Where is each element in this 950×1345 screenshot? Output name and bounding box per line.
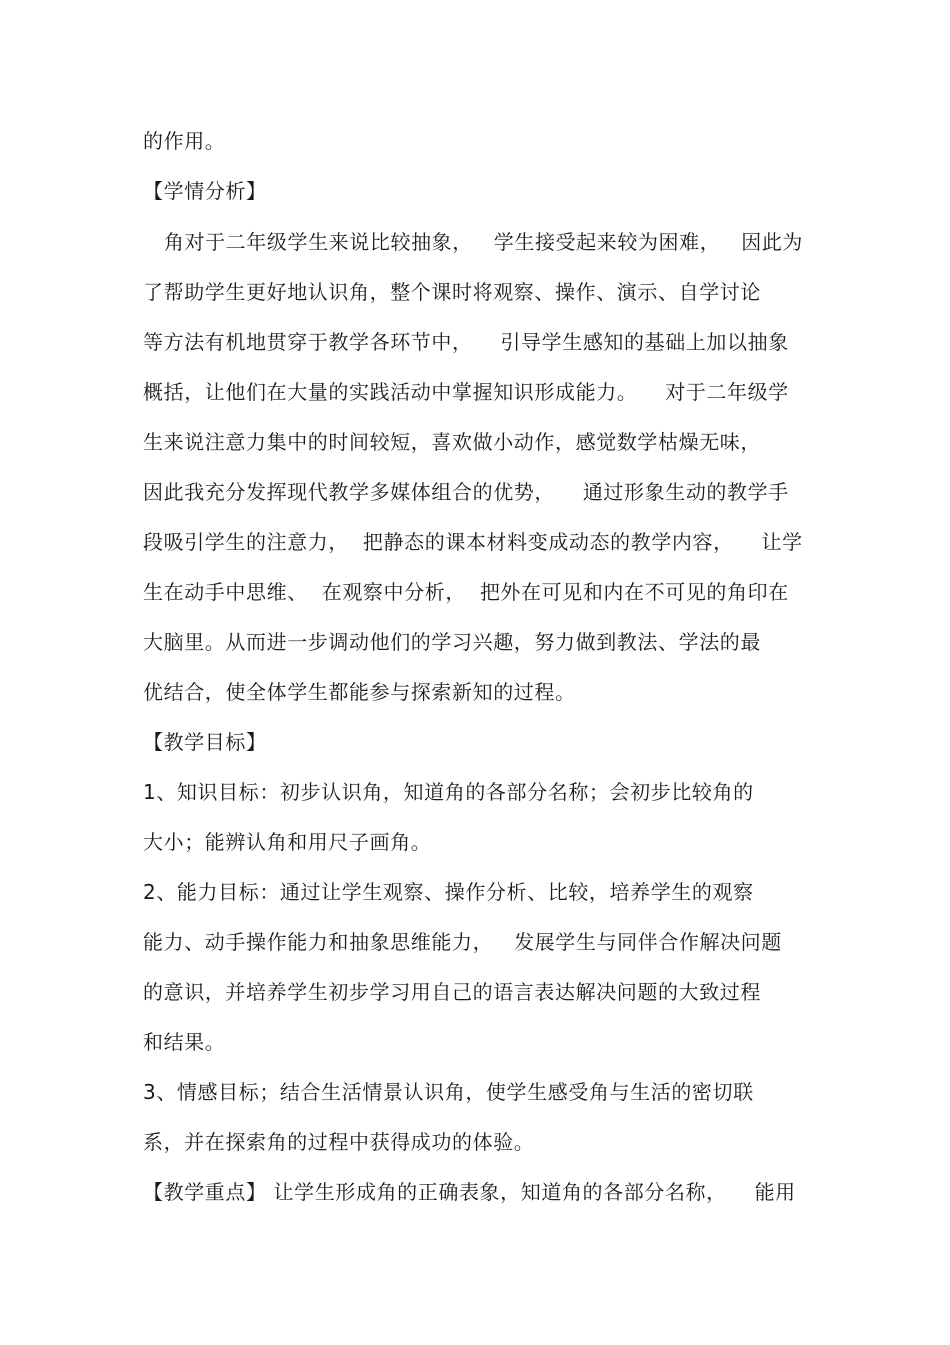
section-heading: 【学情分析】 — [143, 179, 267, 203]
text-line: 概括，让他们在大量的实践活动中掌握知识形成能力。 对于二年级学 — [143, 380, 789, 404]
text-line: 能力、动手操作能力和抽象思维能力， 发展学生与同伴合作解决问题 — [143, 930, 782, 954]
text-line: 生来说注意力集中的时间较短，喜欢做小动作，感觉数学枯燥无味， — [143, 430, 761, 454]
text-line: 的作用。 — [143, 129, 226, 153]
text-line: 大脑里。从而进一步调动他们的学习兴趣，努力做到教法、学法的最 — [143, 630, 761, 654]
text-line: 1、知识目标：初步认识角，知道角的各部分名称；会初步比较角的 — [143, 780, 754, 804]
text-line: 和结果。 — [143, 1030, 226, 1054]
text-line: 角对于二年级学生来说比较抽象， 学生接受起来较为困难， 因此为 — [143, 230, 804, 254]
text-line: 2、能力目标：通过让学生观察、操作分析、比较，培养学生的观察 — [143, 880, 754, 904]
text-line: 大小；能辨认角和用尺子画角。 — [143, 830, 432, 854]
text-line: 等方法有机地贯穿于教学各环节中， 引导学生感知的基础上加以抽象 — [143, 330, 789, 354]
text-line: 3、情感目标；结合生活情景认识角，使学生感受角与生活的密切联 — [143, 1080, 754, 1104]
text-line: 的意识，并培养学生初步学习用自己的语言表达解决问题的大致过程 — [143, 980, 761, 1004]
section-heading: 【教学目标】 — [143, 730, 267, 754]
text-line: 了帮助学生更好地认识角，整个课时将观察、操作、演示、自学讨论 — [143, 280, 761, 304]
text-line: 生在动手中思维、 在观察中分析， 把外在可见和内在不可见的角印在 — [143, 580, 789, 604]
text-line: 【教学重点】 让学生形成角的正确表象，知道角的各部分名称， 能用 — [143, 1180, 796, 1204]
text-line: 因此我充分发挥现代教学多媒体组合的优势， 通过形象生动的教学手 — [143, 480, 789, 504]
text-line: 系，并在探索角的过程中获得成功的体验。 — [143, 1130, 535, 1154]
text-line: 段吸引学生的注意力， 把静态的课本材料变成动态的教学内容， 让学 — [143, 530, 803, 554]
text-line: 优结合，使全体学生都能参与探索新知的过程。 — [143, 680, 576, 704]
